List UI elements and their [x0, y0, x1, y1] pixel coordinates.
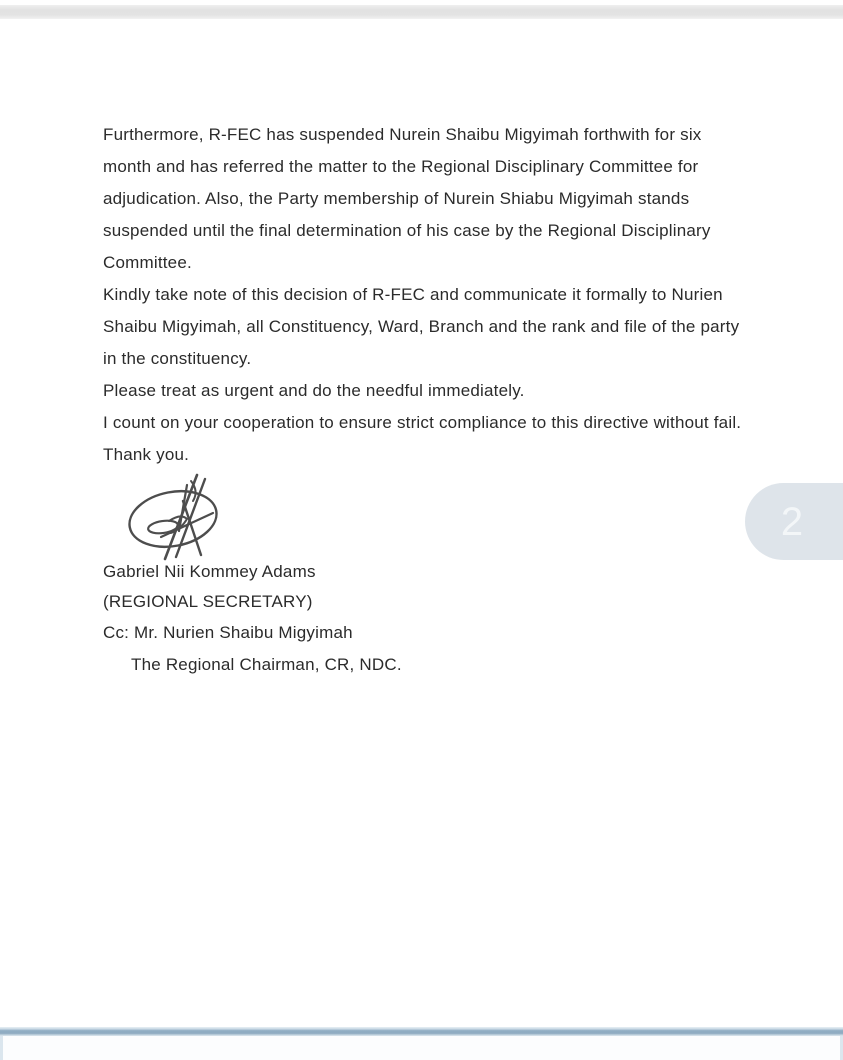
paragraph-suspension: Furthermore, R-FEC has suspended Nurein Shaibu Migyimah forthwith for six month and has referred the matter to the Regional Disciplinary Committee for adjudication. Also, the Party membership of Nurein Shiabu Migyimah stands suspended until the final determination of his case by the Regional Disciplinary Committee.	[103, 125, 711, 272]
page-number-label: 2	[780, 499, 804, 544]
paragraph-communicate: Kindly take note of this decision of R-FEC and communicate it formally to Nurien Shaibu Migyimah, all Constituency, Ward, Branch and the rank and file of the party in the constituency.	[103, 285, 740, 368]
cc-recipient-2: The Regional Chairman, CR, NDC.	[131, 655, 402, 674]
signature-block	[103, 473, 748, 557]
cc-recipient-1: Cc: Mr. Nurien Shaibu Migyimah	[103, 623, 353, 642]
page-number-badge[interactable]	[745, 483, 843, 560]
signature-icon	[121, 471, 233, 563]
paragraph-thanks: Thank you.	[103, 445, 190, 464]
paragraph-urgent: Please treat as urgent and do the needful immediately.	[103, 381, 525, 400]
signer-title: (REGIONAL SECRETARY)	[103, 592, 313, 611]
letter-page-2	[103, 119, 748, 681]
page-top-edge	[0, 5, 843, 19]
page-separator-line	[0, 1027, 843, 1036]
signer-name: Gabriel Nii Kommey Adams	[103, 562, 316, 581]
next-page-top-edge	[0, 1036, 843, 1060]
paragraph-compliance: I count on your cooperation to ensure strict compliance to this directive without fail.	[103, 413, 742, 432]
